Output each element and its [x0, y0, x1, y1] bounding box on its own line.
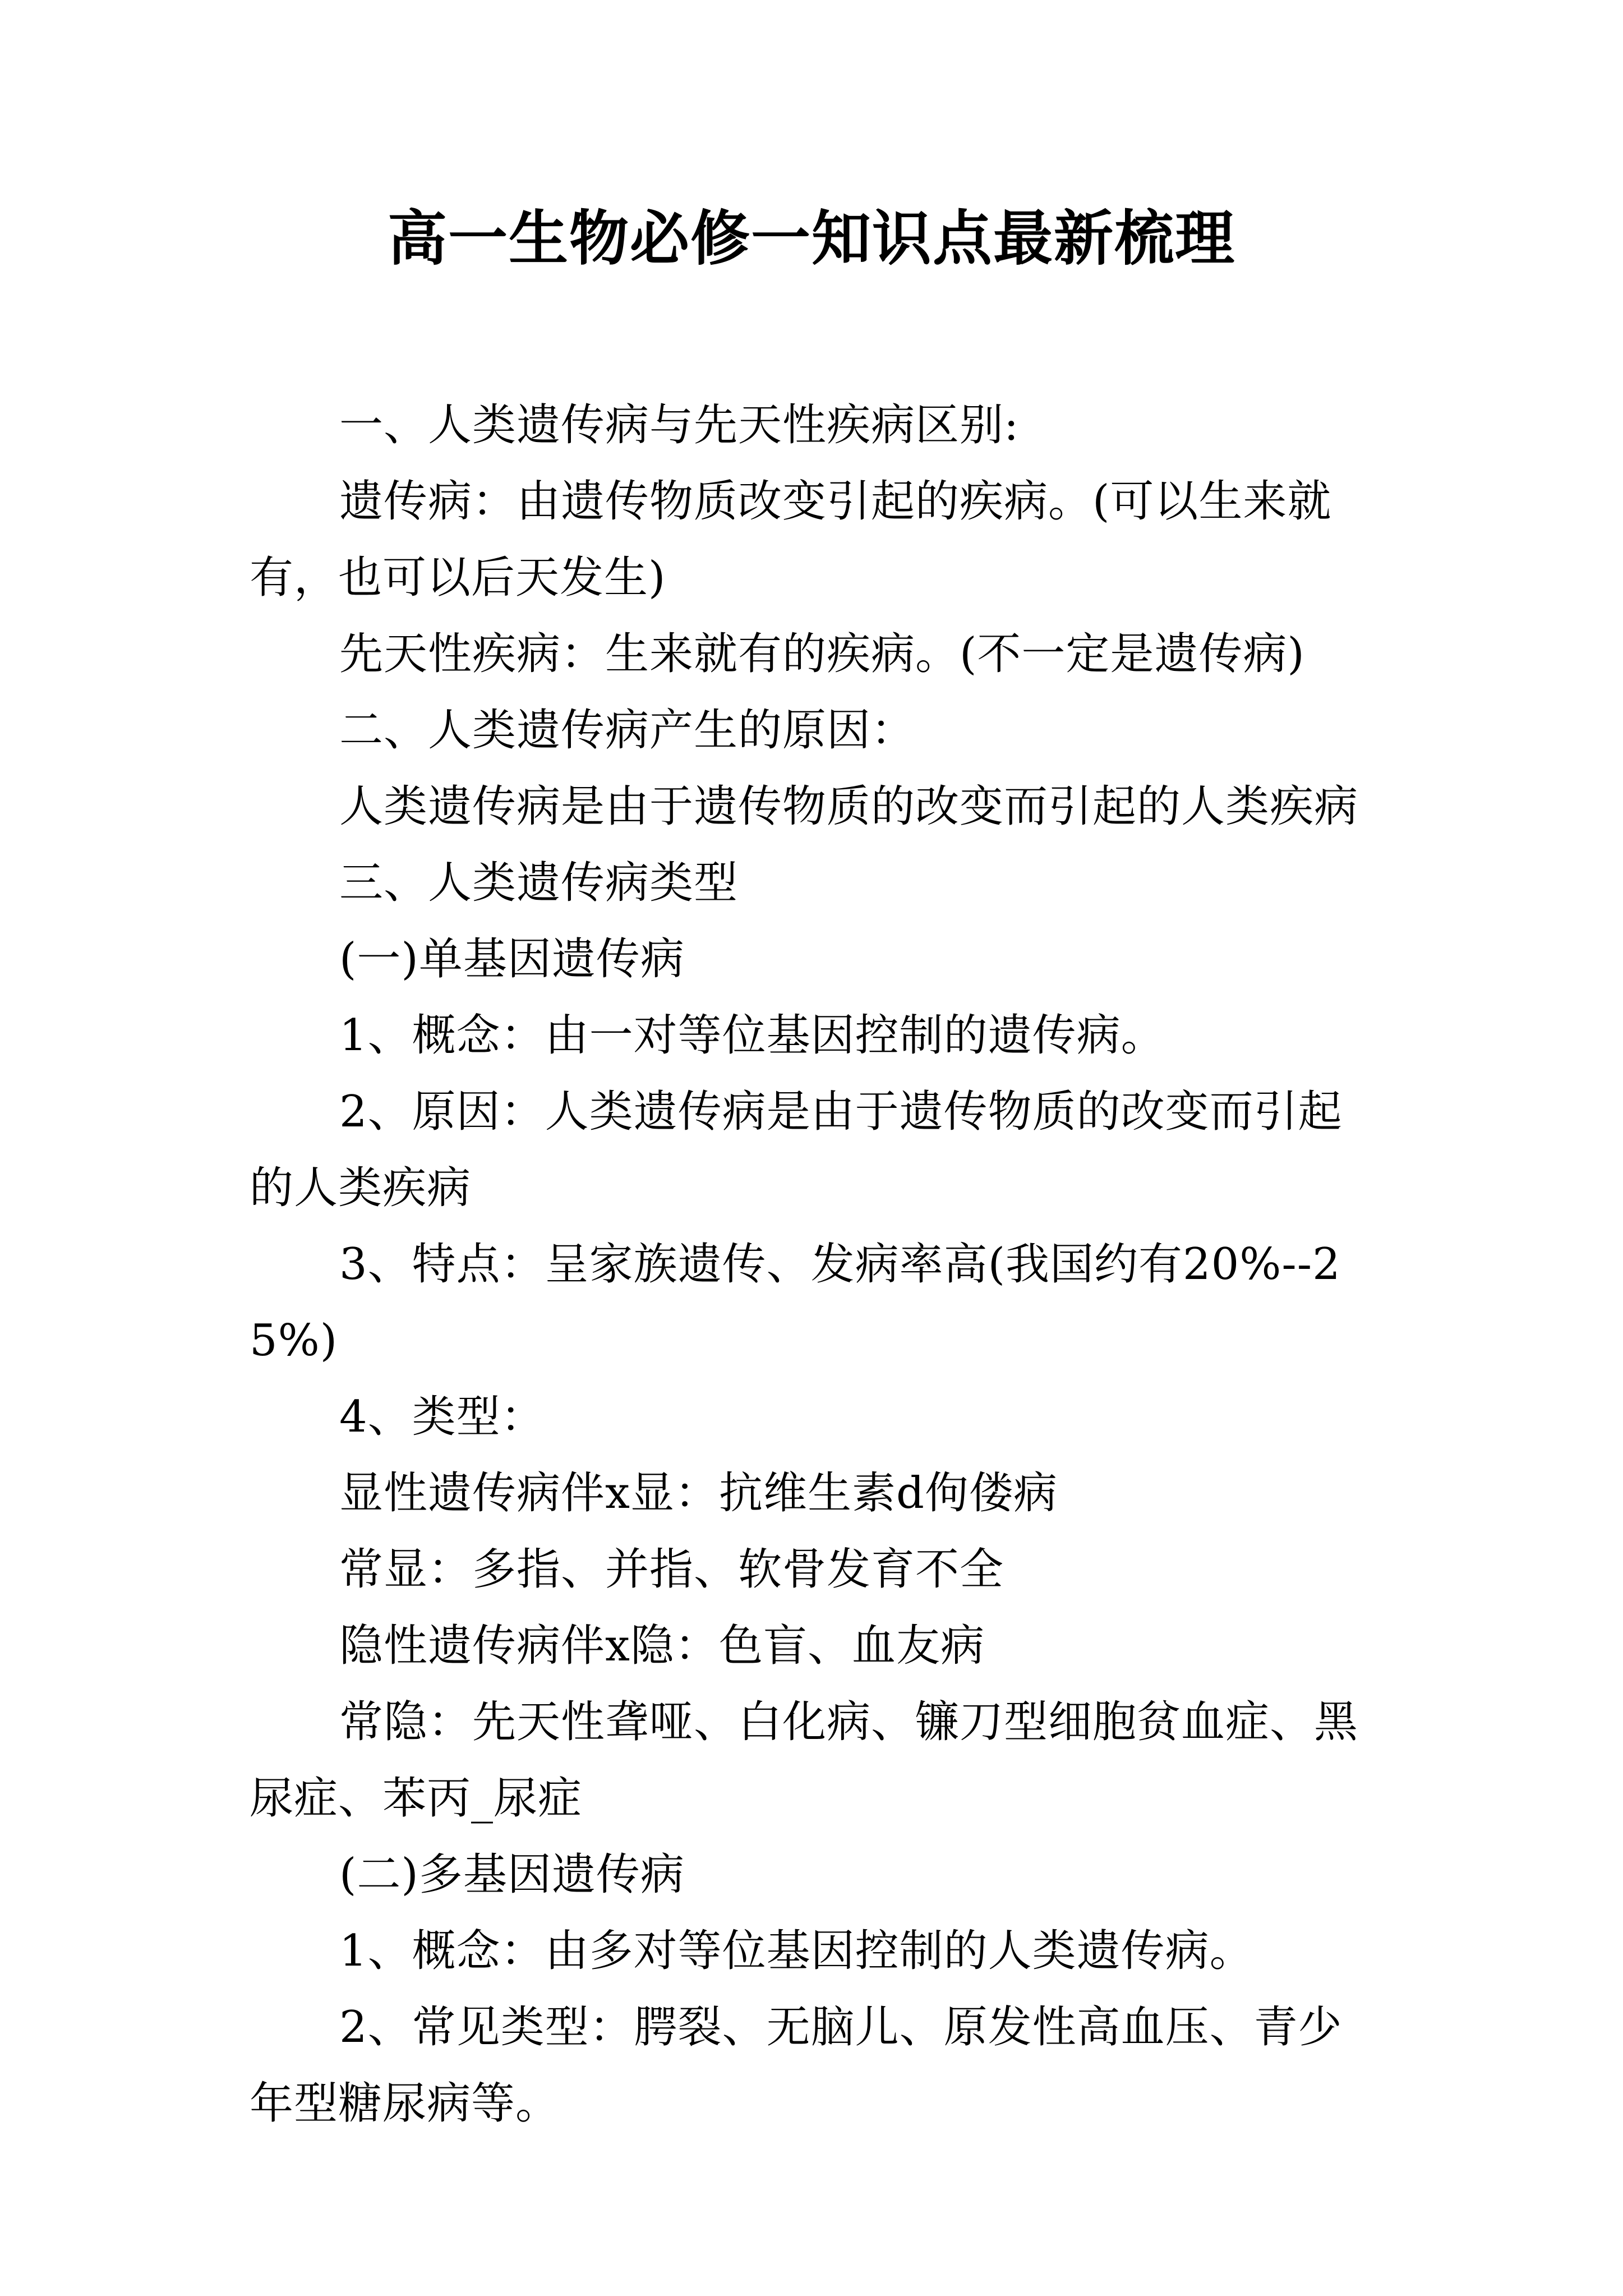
paragraph: 一、人类遗传病与先天性疾病区别:: [339, 400, 1020, 450]
paragraph: (二)多基因遗传病: [339, 1849, 685, 1900]
document-body: [250, 387, 1382, 2142]
paragraph: 3、特点：呈家族遗传、发病率高(我国约有20%--25%): [250, 1239, 1341, 1366]
paragraph: 2、常见类型：腭裂、无脑儿、原发性高血压、青少年型糖尿病等。: [250, 2002, 1343, 2129]
paragraph: 1、概念：由一对等位基因控制的遗传病。: [339, 1010, 1165, 1061]
document-title: 高一生物必修一知识点最新梳理: [388, 203, 1235, 273]
paragraph: 二、人类遗传病产生的原因：: [339, 705, 916, 756]
paragraph: 遗传病：由遗传物质改变引起的疾病。(可以生来就有，也可以后天发生): [250, 476, 1332, 603]
paragraph: 显性遗传病伴x显：抗维生素d佝偻病: [339, 1468, 1058, 1519]
paragraph: 2、原因：人类遗传病是由于遗传物质的改变而引起的人类疾病: [250, 1087, 1343, 1213]
paragraph: 先天性疾病：生来就有的疾病。(不一定是遗传病): [339, 629, 1305, 679]
paragraph: 常显：多指、并指、软骨发育不全: [339, 1544, 1004, 1595]
paragraph: 4、类型：: [339, 1392, 545, 1442]
paragraph: 常隐：先天性聋哑、白化病、镰刀型细胞贫血症、黑尿症、苯丙_尿症: [250, 1697, 1359, 1824]
paragraph: 三、人类遗传病类型: [339, 858, 739, 908]
paragraph: 隐性遗传病伴x隐：色盲、血友病: [339, 1621, 985, 1671]
paragraph: 1、概念：由多对等位基因控制的人类遗传病。: [339, 1926, 1254, 1976]
paragraph: (一)单基因遗传病: [339, 934, 685, 984]
paragraph: 人类遗传病是由于遗传物质的改变而引起的人类疾病: [339, 781, 1359, 832]
